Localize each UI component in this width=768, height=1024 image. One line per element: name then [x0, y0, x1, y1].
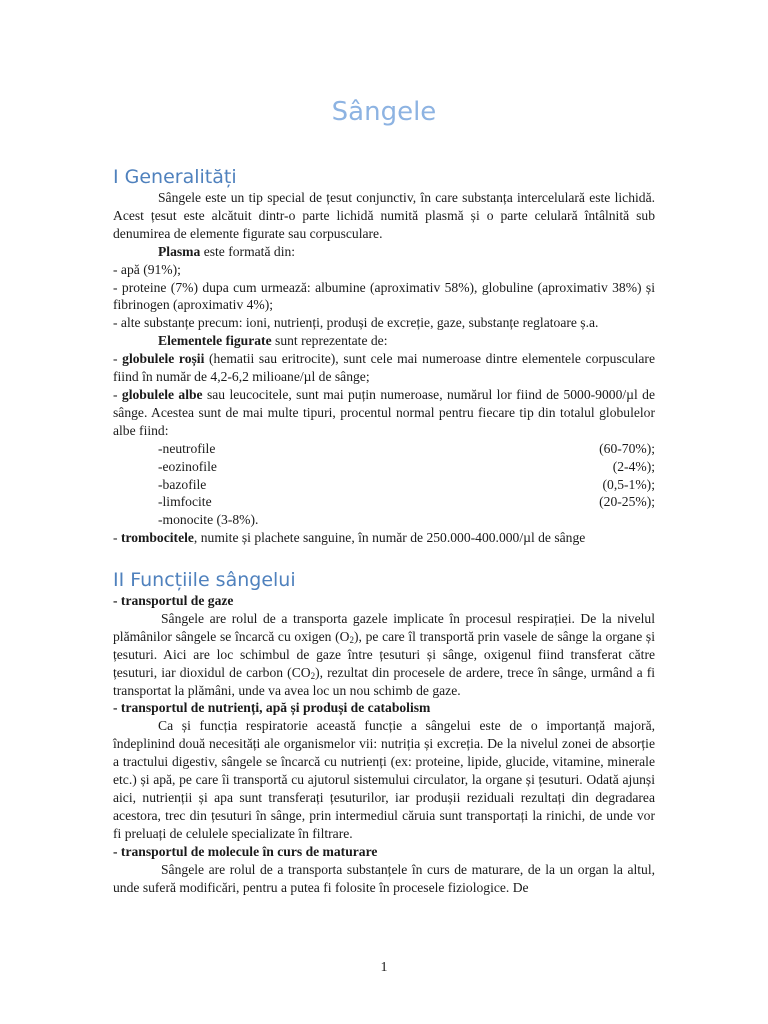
page-number: 1 — [380, 960, 388, 975]
leukocyte-name: -limfocite — [158, 494, 212, 510]
subheading-nutrient-transport — [113, 699, 655, 717]
section-heading-functions: II Funcțiile sângelui — [113, 569, 296, 591]
elements-term: Elementele figurate — [158, 333, 272, 349]
red-cells-rest: (hematii sau eritrocite), sunt cele mai numeroase dintre elementele corpusculare fiind în număr de 4,2-6,2 milioane/µl de sânge; — [113, 351, 655, 385]
subscript: 2 — [310, 670, 316, 681]
leukocyte-row — [113, 493, 655, 511]
leukocyte-value: (60-70%); — [599, 440, 655, 456]
leukocyte-name: -neutrofile — [158, 440, 216, 456]
leukocyte-row — [113, 440, 655, 458]
plasma-term: Plasma — [158, 243, 201, 259]
nutrient-transport-paragraph: Ca și funcția respiratorie această funcție a sângelui este de o importanță majoră, îndeplinind două necesități ale organismelor vii: nutriția și excreția. De la nivelul zonei de absorție a tractului digestiv, sângele se încarcă cu nutrienți (ex: proteine, lipide, glucide, vitamine, minerale etc.) și apă, pe care îi transportă cu ajutorul sistemului circulator, la organe și țesuturi. Odată ajunși aici, nutrienții și apa sunt transferați țesuturilor, iar produșii reziduali rezultați din degradarea acestora, trec din țesuturi în sânge, prin intermediul căruia sunt transportați la rinichi, de unde vor fi preluați de celulele specializate în filtrare. — [113, 718, 655, 841]
leukocyte-name: -bazofile — [158, 476, 207, 492]
molecule-transport-paragraph: Sângele are rolul de a transporta substanțele în curs de maturare, de la un organ la altul, unde suferă modificări, pentru a putea fi folosite în procesele fiziologice. De — [113, 861, 655, 895]
leukocyte-value: (2-4%); — [612, 458, 655, 474]
subscript: 2 — [349, 634, 354, 645]
section-generalities-body — [113, 189, 655, 547]
platelets-rest: , numite și plachete sanguine, în număr de 250.000-400.000/µl de sânge — [193, 530, 586, 546]
elements-paragraph — [113, 332, 655, 350]
leukocyte-value: (0,5-1%); — [602, 476, 655, 492]
leukocyte-value: (20-25%); — [599, 494, 655, 510]
list-dash: - — [113, 351, 123, 367]
text-span: ), rezultat din procesele de ardere, trece în sânge, urmând a fi transportat la plămâni, unde va avea loc un nou schimb de gaze. — [113, 664, 656, 698]
elements-rest: sunt reprezentate de: — [271, 333, 388, 349]
plasma-item: - alte substanțe precum: ioni, nutrienți, produși de excreție, gaze, substanțe reglatoare ș.a. — [113, 315, 599, 331]
subheading-molecule-transport — [113, 843, 655, 861]
leukocyte-name: -eozinofile — [158, 458, 217, 474]
plasma-rest: este formată din: — [200, 243, 296, 259]
plasma-paragraph — [113, 243, 655, 261]
leukocyte-row — [113, 476, 655, 494]
subheading-gas-transport — [113, 592, 655, 610]
document-title: Sângele — [331, 97, 437, 127]
intro-paragraph: Sângele este un tip special de țesut conjunctiv, în care substanța intercelulară este lichidă. Acest țesut este alcătuit dintr-o parte lichidă numită plasmă și o parte celulară întâlnită sub denumirea de elemente figurate sau corpusculare. — [113, 190, 655, 241]
white-cells-paragraph — [113, 386, 655, 440]
subheading-text: - transportul de nutrienți, apă și produși de catabolism — [113, 700, 431, 716]
section-functions-body — [113, 592, 655, 896]
platelets-term: trombocitele — [120, 530, 194, 546]
subheading-text: - transportul de gaze — [113, 593, 234, 608]
subheading-text: - transportul de molecule în curs de maturare — [113, 843, 378, 859]
plasma-item: - apă (91%); — [113, 261, 181, 277]
list-dash: - — [113, 530, 121, 546]
section-heading-generalities: I Generalități — [113, 166, 237, 188]
leukocyte-row — [113, 511, 655, 529]
platelets-paragraph — [113, 529, 655, 547]
red-cells-paragraph — [113, 350, 655, 386]
red-cells-term: globulele roșii — [122, 351, 205, 367]
text-span: ), pe care îl transportă prin vasele de sânge la organe și țesuturi. Aici are loc schimbul de gaze între țesuturi și sânge, oxigenul fiind transferat către țesuturi, iar dioxidul de carbon (CO — [113, 628, 655, 680]
list-dash: - — [113, 386, 122, 402]
leukocyte-row — [113, 458, 655, 476]
leukocyte-name: -monocite (3-8%). — [158, 512, 259, 528]
plasma-item: - proteine (7%) dupa cum urmează: albumine (aproximativ 58%), globuline (aproximativ 38%) și fibrinogen (aproximativ 4%); — [113, 279, 655, 313]
text-span: Sângele are rolul de a transporta gazele implicate în procesul respirației. De la nivelul plămânilor sângele se încarcă cu oxigen (O — [113, 610, 655, 644]
gas-transport-paragraph — [113, 610, 655, 700]
white-cells-term: globulele albe — [121, 386, 203, 402]
white-cells-rest: sau leucocitele, sunt mai puțin numeroase, numărul lor fiind de 5000-9000/µl de sânge. Acestea sunt de mai multe tipuri, procentul normal pentru fiecare tip din totalul globulelor albe fiind: — [113, 386, 655, 438]
